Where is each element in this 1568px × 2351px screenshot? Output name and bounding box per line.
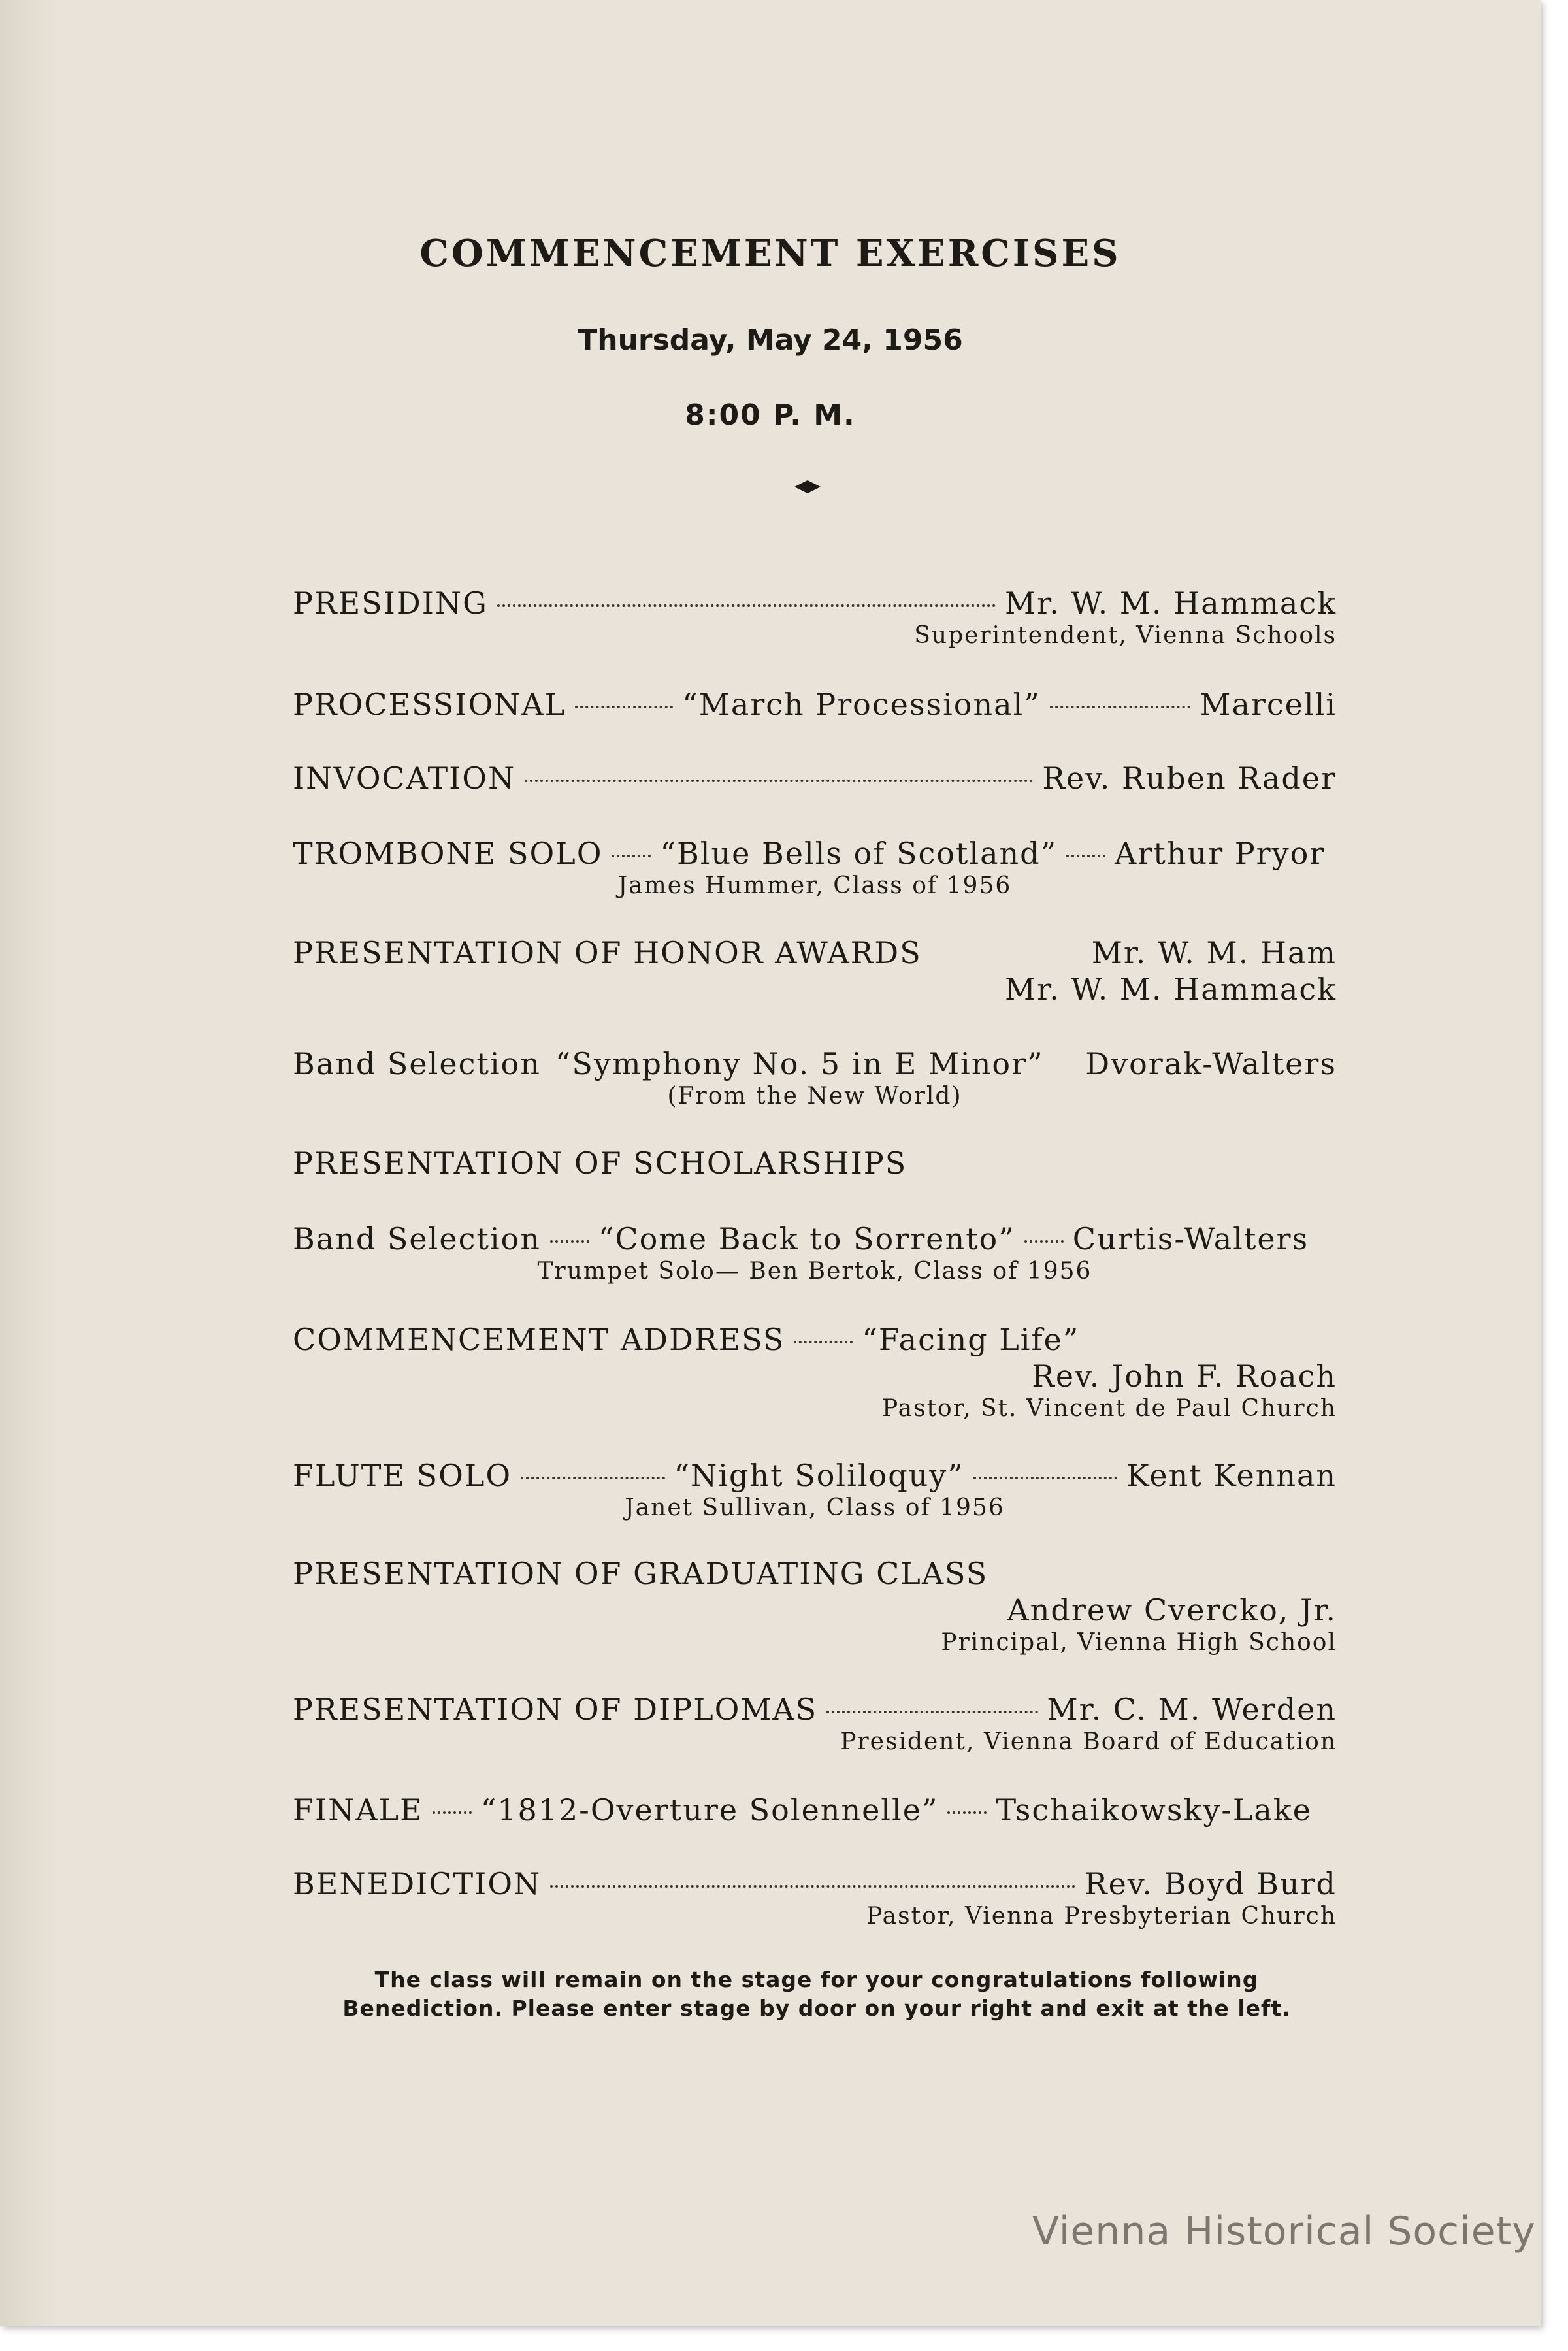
item-subtitle: James Hummer, Class of 1956 (617, 872, 1012, 899)
item-title: “Facing Life” (862, 1322, 1080, 1357)
leader-dots (947, 1811, 987, 1814)
program-item-diplomas (293, 1691, 1337, 1756)
program-item-flute-solo (293, 1457, 1337, 1522)
program-item-finale (293, 1792, 1337, 1828)
leader-dots (794, 1341, 853, 1343)
item-label: FINALE (293, 1792, 423, 1828)
leader-dots (497, 604, 996, 607)
item-composer: Tschaikowsky-Lake (996, 1792, 1312, 1828)
program-item-trombone-solo (293, 835, 1337, 900)
item-composer: Arthur Pryor (1115, 836, 1326, 871)
item-subtitle: Principal, Vienna High School (941, 1629, 1337, 1656)
leader-dots (550, 1240, 589, 1243)
diamond-ornament-icon (793, 479, 822, 495)
program-item-scholarships (293, 1145, 1337, 1181)
item-title: “Come Back to Sorrento” (598, 1221, 1015, 1257)
item-composer: Curtis-Walters (1072, 1221, 1309, 1257)
item-label: COMMENCEMENT ADDRESS (293, 1322, 785, 1357)
item-label: TROMBONE SOLO (293, 836, 603, 871)
item-subtitle: President, Vienna Board of Education (840, 1728, 1337, 1755)
program-item-presiding (293, 585, 1337, 650)
page-title: COMMENCEMENT EXERCISES (419, 232, 1121, 275)
leader-dots (973, 1477, 1117, 1479)
closing-note-line-1: The class will remain on the stage for your congratulations following (374, 1967, 1259, 1992)
item-name: Mr. W. M. Ham (1091, 935, 1337, 970)
item-composer: Marcelli (1200, 687, 1337, 722)
item-label: PRESIDING (293, 585, 488, 621)
item-subtitle: Pastor, St. Vincent de Paul Church (882, 1395, 1337, 1422)
closing-note (287, 1965, 1346, 2023)
item-name: Rev. Boyd Burd (1084, 1866, 1337, 1901)
item-subtitle: Trumpet Solo— Ben Bertok, Class of 1956 (537, 1258, 1092, 1285)
item-label: PROCESSIONAL (293, 687, 566, 722)
leader-dots (1024, 1240, 1064, 1243)
item-subtitle: Superintendent, Vienna Schools (914, 622, 1337, 649)
leader-dots (433, 1811, 472, 1814)
event-date: Thursday, May 24, 1956 (578, 323, 963, 357)
event-time: 8:00 P. M. (685, 399, 856, 432)
leader-dots (1066, 855, 1105, 857)
item-title: “Blue Bells of Scotland” (660, 836, 1058, 871)
leader-dots (525, 780, 1033, 782)
program-item-processional (293, 686, 1337, 723)
item-label: PRESENTATION OF SCHOLARSHIPS (293, 1145, 907, 1181)
item-label: PRESENTATION OF DIPLOMAS (293, 1692, 818, 1727)
program-item-invocation (293, 760, 1337, 797)
program-item-graduating-class (293, 1555, 1337, 1657)
leader-dots (612, 855, 651, 857)
item-label: Band Selection (293, 1221, 541, 1257)
item-label: INVOCATION (293, 761, 516, 796)
item-name: Mr. W. M. Hammack (1005, 585, 1337, 621)
item-title: “Night Soliloquy” (674, 1458, 964, 1493)
item-composer: Dvorak-Walters (1085, 1046, 1337, 1081)
item-composer: Kent Kennan (1126, 1458, 1337, 1493)
program-item-band-selection-2 (293, 1221, 1337, 1286)
item-subtitle: (From the New World) (667, 1083, 962, 1110)
program-item-honor-awards (293, 934, 1337, 1008)
item-name: Andrew Cvercko, Jr. (1007, 1592, 1337, 1628)
leader-dots (550, 1885, 1075, 1888)
item-label: PRESENTATION OF GRADUATING CLASS (293, 1556, 988, 1591)
item-name: Rev. John F. Roach (1032, 1358, 1337, 1394)
item-name: Mr. C. M. Werden (1047, 1692, 1337, 1727)
item-subtitle: Pastor, Vienna Presbyterian Church (866, 1903, 1337, 1930)
leader-dots (521, 1477, 664, 1479)
item-label: Band Selection (293, 1046, 541, 1081)
item-subtitle: Janet Sullivan, Class of 1956 (625, 1494, 1005, 1521)
item-label: FLUTE SOLO (293, 1458, 512, 1493)
program-item-band-selection-1 (293, 1045, 1337, 1111)
closing-note-line-2: Benediction. Please enter stage by door on your right and exit at the left. (342, 1996, 1291, 2021)
leader-dots (826, 1711, 1037, 1713)
watermark: Vienna Historical Society (1032, 2209, 1536, 2254)
item-label: BENEDICTION (293, 1866, 542, 1901)
program-item-commencement-address (293, 1321, 1337, 1423)
item-name: Rev. Ruben Rader (1042, 761, 1337, 796)
leader-dots (1050, 706, 1191, 708)
item-label: PRESENTATION OF HONOR AWARDS (293, 935, 922, 970)
program-item-benediction (293, 1866, 1337, 1931)
item-title: “1812-Overture Solennelle” (480, 1792, 939, 1828)
item-title: “March Processional” (682, 687, 1041, 722)
item-title: “Symphony No. 5 in E Minor” (555, 1046, 1044, 1081)
item-name-second: Mr. W. M. Hammack (1005, 972, 1337, 1007)
leader-dots (575, 706, 673, 708)
